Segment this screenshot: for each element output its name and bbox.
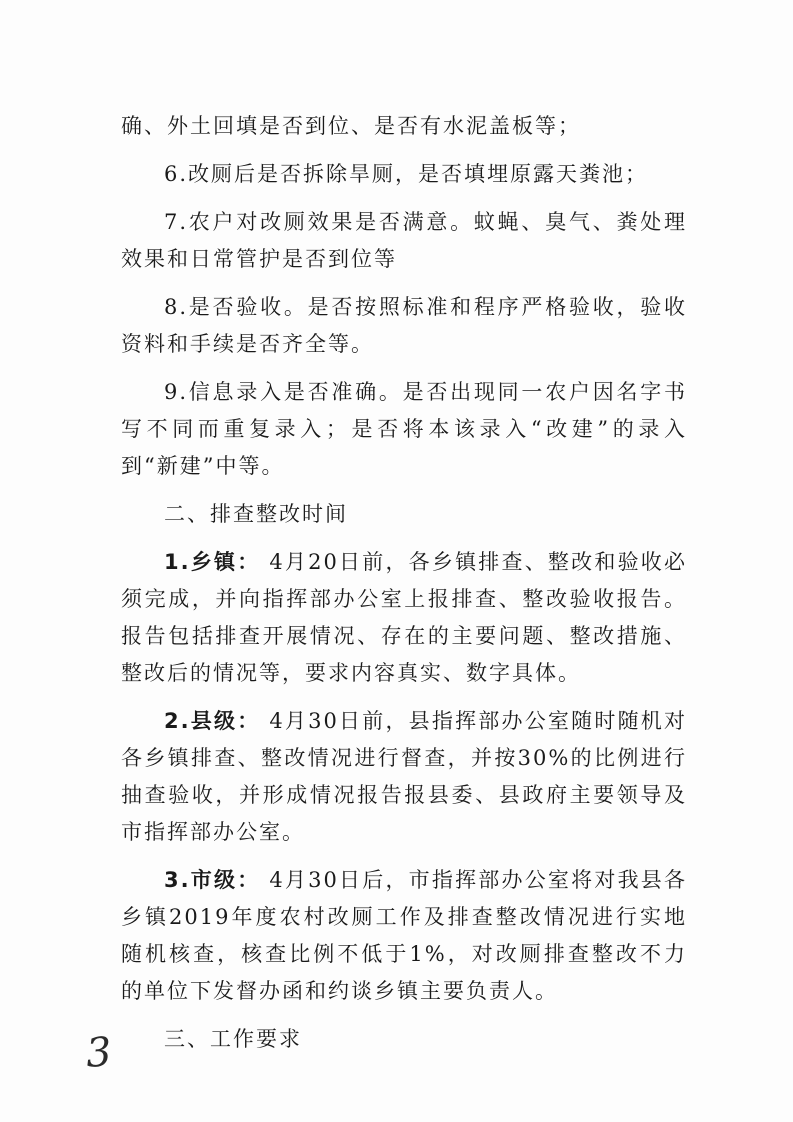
paragraph-item-6: 6.改厕后是否拆除旱厕，是否填埋原露天粪池； bbox=[164, 162, 649, 186]
schedule-text: 4月30日后，市指挥部办公室将对我县各乡镇2019年度农村改厕工作及排查整改情况进行实地随机核查，核查比例不低于1%，对改厕排查整改不力的单位下发督办函和约谈乡镇主要负责人。 bbox=[121, 868, 687, 1003]
schedule-item-township bbox=[121, 544, 687, 692]
schedule-item-city bbox=[121, 862, 687, 1010]
schedule-text: 4月20日前，各乡镇排查、整改和验收必须完成，并向指挥部办公室上报排查、整改验收报告。报告包括排查开展情况、存在的主要问题、整改措施、整改后的情况等，要求内容真实、数字具体。 bbox=[121, 550, 687, 685]
paragraph-continuation: 确、外土回填是否到位、是否有水泥盖板等； bbox=[121, 114, 581, 138]
document-body bbox=[121, 108, 687, 1058]
schedule-label: 2.县级： bbox=[164, 709, 261, 733]
paragraph-item-8: 8.是否验收。是否按照标准和程序严格验收，验收资料和手续是否齐全等。 bbox=[121, 295, 687, 356]
handwritten-page-number: 3 bbox=[84, 1029, 114, 1077]
section-heading-3: 三、工作要求 bbox=[164, 1027, 302, 1051]
schedule-text: 4月30日前，县指挥部办公室随时随机对各乡镇排查、整改情况进行督查，并按30%的比例进行抽查验收，并形成情况报告报县委、县政府主要领导及市指挥部办公室。 bbox=[121, 709, 687, 844]
section-heading-2: 二、排查整改时间 bbox=[164, 502, 348, 526]
paragraph-item-9: 9.信息录入是否准确。是否出现同一农户因名字书写不同而重复录入；是否将本该录入“改建”的录入到“新建”中等。 bbox=[121, 380, 687, 478]
schedule-label: 1.乡镇： bbox=[164, 550, 261, 574]
schedule-label: 3.市级： bbox=[164, 868, 261, 892]
schedule-item-county bbox=[121, 703, 687, 851]
paragraph-item-7: 7.农户对改厕效果是否满意。蚊蝇、臭气、粪处理效果和日常管护是否到位等 bbox=[121, 210, 687, 271]
